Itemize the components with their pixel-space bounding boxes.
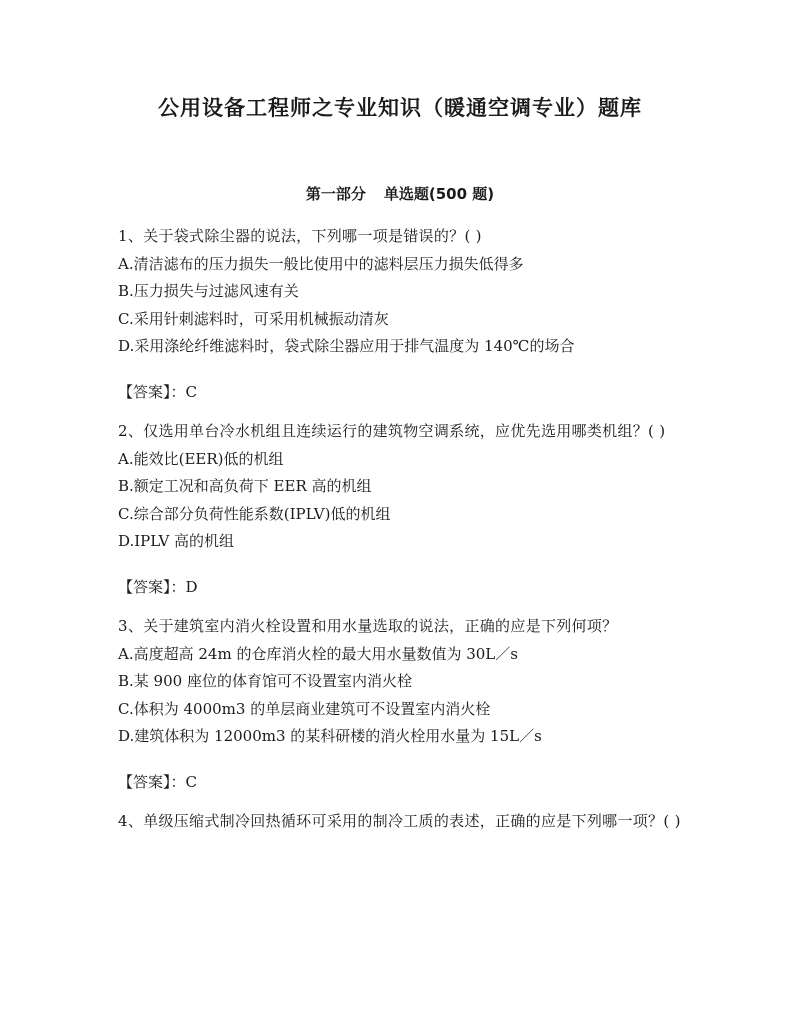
section-type-label: 单选题(500 题) xyxy=(383,185,495,203)
question-stem: 3、关于建筑室内消火栓设置和用水量选取的说法，正确的应是下列何项？ xyxy=(118,617,618,635)
answer-label: 【答案】：C xyxy=(118,382,197,401)
option-d: D.建筑体积为 12000m3 的某科研楼的消火栓用水量为 15L／s xyxy=(118,727,542,745)
option-b: B.压力损失与过滤风速有关 xyxy=(118,282,299,300)
document-title: 公用设备工程师之专业知识（暖通空调专业）题库 xyxy=(158,96,642,120)
option-c: C.综合部分负荷性能系数(IPLV)低的机组 xyxy=(118,504,391,523)
option-c: C.采用针刺滤料时，可采用机械振动清灰 xyxy=(118,309,389,328)
option-d: D.IPLV 高的机组 xyxy=(118,532,235,550)
answer-label: 【答案】：C xyxy=(118,772,197,791)
question-1 xyxy=(118,223,688,406)
option-b: B.某 900 座位的体育馆可不设置室内消火栓 xyxy=(118,672,412,690)
option-a: A.能效比(EER)低的机组 xyxy=(118,449,284,468)
section-part-label: 第一部分 xyxy=(305,185,366,203)
question-4 xyxy=(118,808,688,836)
question-list xyxy=(118,223,688,836)
answer-label: 【答案】：D xyxy=(118,577,198,596)
option-d: D.采用涤纶纤维滤料时，袋式除尘器应用于排气温度为 140℃的场合 xyxy=(118,337,575,355)
question-stem: 4、单级压缩式制冷回热循环可采用的制冷工质的表述，正确的应是下列哪一项？( ) xyxy=(118,812,681,830)
question-stem: 1、关于袋式除尘器的说法，下列哪一项是错误的？( ) xyxy=(118,227,482,245)
option-a: A.清洁滤布的压力损失一般比使用中的滤料层压力损失低得多 xyxy=(118,254,524,273)
section-heading xyxy=(0,183,800,204)
question-2 xyxy=(118,418,688,601)
option-a: A.高度超高 24m 的仓库消火栓的最大用水量数值为 30L／s xyxy=(118,644,518,663)
option-c: C.体积为 4000m3 的单层商业建筑可不设置室内消火栓 xyxy=(118,699,491,718)
question-3 xyxy=(118,613,688,796)
question-stem: 2、仅选用单台冷水机组且连续运行的建筑物空调系统，应优先选用哪类机组？( ) xyxy=(118,422,666,440)
option-b: B.额定工况和高负荷下 EER 高的机组 xyxy=(118,477,372,495)
